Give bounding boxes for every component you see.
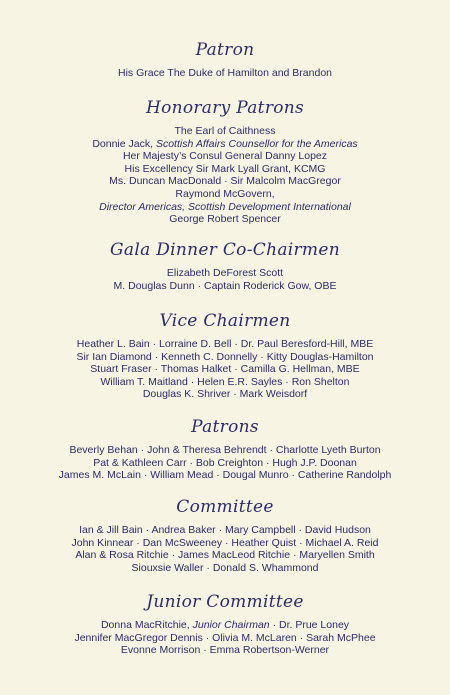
name-line: Alan & Rosa Ritchie · James MacLeod Ritchie · Maryellen Smith — [75, 549, 375, 562]
name-line: Heather L. Bain · Lorraine D. Bell · Dr. Paul Beresford-Hill, MBE — [76, 338, 374, 350]
junior-committee-section — [0, 592, 450, 657]
name-line — [0, 619, 450, 631]
patrons-section — [0, 417, 450, 482]
name-line: Beverly Behan · John & Theresa Behrendt · Charlotte Lyeth Burton — [69, 444, 381, 456]
name-line: Sir Ian Diamond · Kenneth C. Donnelly · Kitty Douglas-Hamilton — [76, 350, 374, 363]
name-line: Jennifer MacGregor Dennis · Olivia M. McLaren · Sarah McPhee — [74, 631, 376, 644]
person-title: Director Americas, Scottish Development International — [99, 200, 351, 213]
section-heading-honorary-patrons: Honorary Patrons — [145, 98, 305, 118]
name-line: Her Majesty’s Consul General Danny Lopez — [122, 150, 328, 163]
name-line: Evonne Morrison · Emma Robertson-Werner — [120, 644, 330, 657]
section-heading-junior-committee: Junior Committee — [146, 592, 304, 612]
vice-chairmen-section — [0, 311, 450, 401]
name-line — [0, 138, 450, 150]
name-line: John Kinnear · Dan McSweeney · Heather Quist · Michael A. Reid — [71, 536, 379, 549]
name-line: The Earl of Caithness — [174, 125, 276, 137]
name-line: Siouxsie Waller · Donald S. Whammond — [131, 561, 319, 574]
patron-section — [0, 40, 450, 80]
section-heading-vice-chairmen: Vice Chairmen — [159, 311, 291, 331]
person-name: Donnie Jack, — [92, 137, 154, 150]
section-heading-committee: Committee — [176, 497, 274, 517]
person-name: Donna MacRitchie, — [100, 619, 190, 631]
person-title: Scottish Affairs Counsellor for the Americas — [155, 137, 358, 150]
honorary-patrons-section — [0, 98, 450, 226]
name-line: His Excellency Sir Mark Lyall Grant, KCMG — [124, 162, 326, 175]
section-heading-gala-dinner: Gala Dinner Co-Chairmen — [110, 240, 340, 260]
section-heading-patrons: Patrons — [191, 417, 259, 437]
name-line: M. Douglas Dunn · Captain Roderick Gow, OBE — [113, 279, 337, 292]
person-title: Junior Chairman — [192, 619, 270, 631]
name-line: Ian & Jill Bain · Andrea Baker · Mary Campbell · David Hudson — [79, 524, 371, 536]
name-line: Pat & Kathleen Carr · Bob Creighton · Hugh J.P. Doonan — [93, 456, 357, 469]
gala-dinner-section — [0, 240, 450, 292]
name-line: Elizabeth DeForest Scott — [166, 267, 284, 279]
name-line: George Robert Spencer — [169, 213, 281, 226]
name-line: Douglas K. Shriver · Mark Weisdorf — [142, 388, 308, 401]
name-line: Ms. Duncan MacDonald · Sir Malcolm MacGregor — [109, 175, 341, 188]
name-line: His Grace The Duke of Hamilton and Brandon — [118, 67, 332, 79]
section-heading-patron: Patron — [195, 40, 255, 60]
name-line: James M. McLain · William Mead · Dougal Munro · Catherine Randolph — [58, 469, 392, 482]
committee-section — [0, 497, 450, 574]
name-line: Raymond McGovern, — [175, 187, 275, 200]
name-line: Stuart Fraser · Thomas Halket · Camilla G. Hellman, MBE — [90, 363, 360, 376]
person-name: · Dr. Prue Loney — [272, 619, 350, 631]
name-line: William T. Maitland · Helen E.R. Sayles · Ron Shelton — [100, 375, 350, 388]
